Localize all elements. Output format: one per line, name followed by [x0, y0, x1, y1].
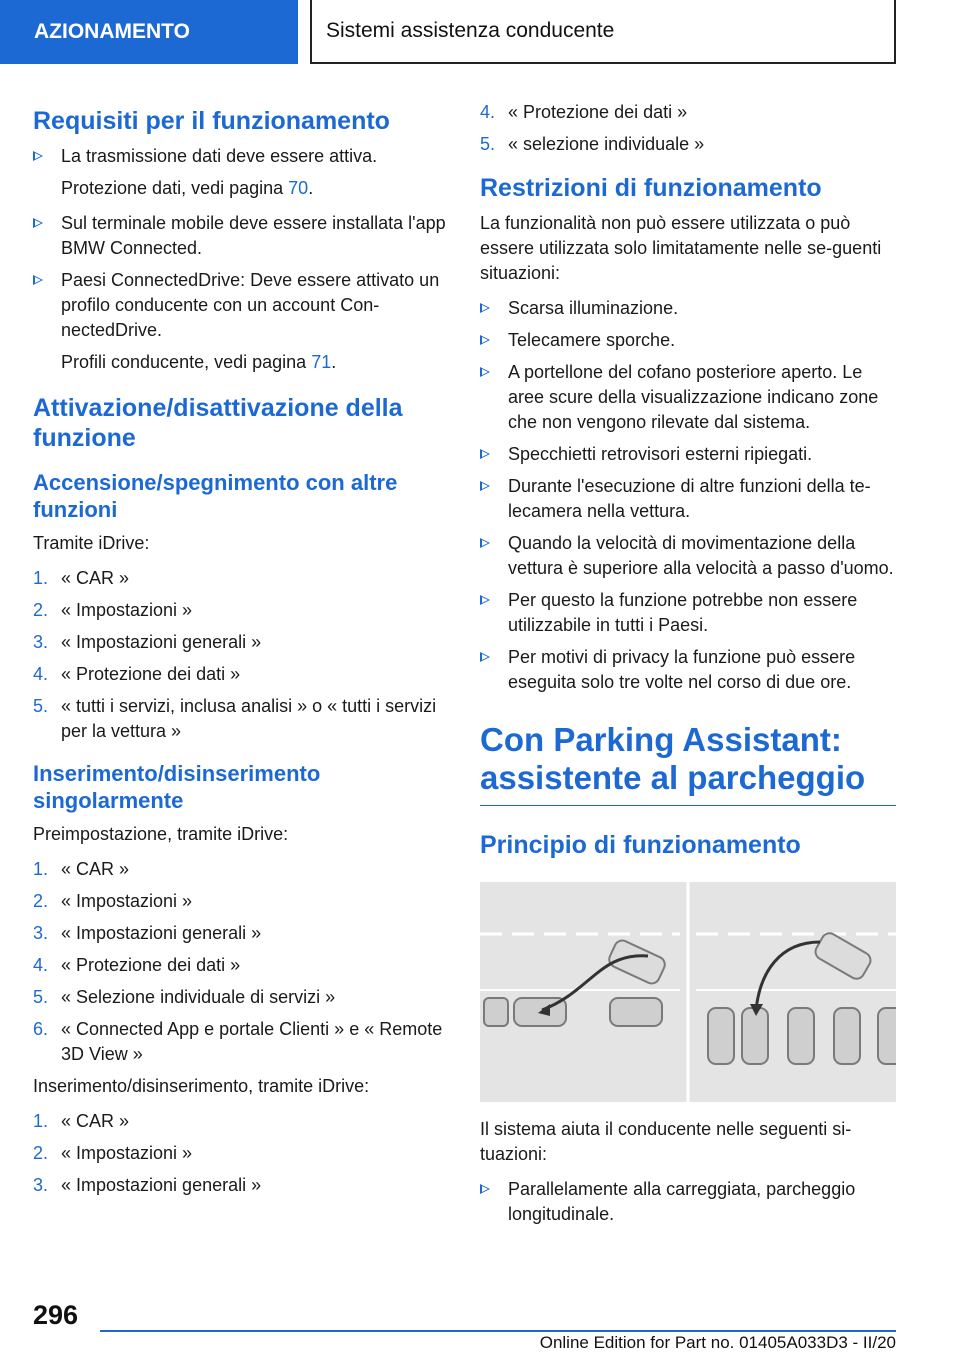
- steps-list-2: [33, 857, 449, 1067]
- list-item: La trasmissione dati deve essere attiva.: [33, 144, 449, 169]
- list-item: 3. « Impostazioni generali »: [33, 1175, 262, 1195]
- principio-text: Il sistema aiuta il conducente nelle seguenti si-tuazioni:: [480, 1119, 852, 1164]
- list-item: 5. « selezione individuale »: [480, 134, 705, 154]
- heading-inserimento: Inserimento/disinserimento singolarmente: [33, 761, 321, 813]
- restrictions-intro: La funzionalità non può essere utilizzata o può essere utilizzata solo limitatamente nelle se-guenti situazioni:: [480, 213, 882, 283]
- chapter-title: Sistemi assistenza conducente: [310, 0, 896, 64]
- parking-illustration: [480, 882, 896, 1102]
- heading-requisiti: Requisiti per il funzionamento: [33, 107, 390, 135]
- bullet-triangle-icon: [480, 335, 490, 345]
- section-tab: AZIONAMENTO: [0, 0, 298, 64]
- note: Protezione dati, vedi pagina 70.: [61, 178, 314, 198]
- intro-text: Preimpostazione, tramite iDrive:: [33, 824, 289, 844]
- bullet-triangle-icon: [480, 481, 490, 491]
- list-item: 2. « Impostazioni »: [33, 891, 193, 911]
- bullet-triangle-icon: [480, 538, 490, 548]
- list-item: 4. « Protezione dei dati »: [480, 102, 688, 122]
- list-item: 5. « Selezione individuale di servizi »: [33, 987, 336, 1007]
- intro-text: Tramite iDrive:: [33, 533, 150, 553]
- bullet-triangle-icon: [480, 449, 490, 459]
- heading-parking-assistant: Con Parking Assistant: assistente al parcheggio: [480, 721, 896, 806]
- edition-text: Online Edition for Part no. 01405A033D3 - II/20: [539, 1333, 896, 1352]
- steps-list-3-cont: [480, 100, 896, 157]
- left-column: [33, 96, 449, 1205]
- list-item: A portellone del cofano posteriore aperto. Le aree scure della visualizzazione indicano zone che non vengono rilevate dal sistema.: [480, 360, 896, 435]
- list-item: 4. « Protezione dei dati »: [33, 664, 241, 684]
- bullet-triangle-icon: [33, 218, 43, 228]
- requirements-list: [33, 144, 449, 169]
- list-item: 4. « Protezione dei dati »: [33, 955, 241, 975]
- footer-divider: [100, 1330, 896, 1332]
- heading-principio: Principio di funzionamento: [480, 831, 801, 859]
- list-item: 6. « Connected App e portale Clienti » e « Remote 3D View »: [33, 1019, 443, 1064]
- list-item: 3. « Impostazioni generali »: [33, 923, 262, 943]
- list-item: Sul terminale mobile deve essere installata l'app BMW Connected.: [33, 211, 449, 261]
- list-item: 1. « CAR »: [33, 1111, 130, 1131]
- list-item: 1. « CAR »: [33, 568, 130, 588]
- list-item: Durante l'esecuzione di altre funzioni della te-lecamera nella vettura.: [480, 474, 896, 524]
- list-item: Per questo la funzione potrebbe non essere utilizzabile in tutti i Paesi.: [480, 588, 896, 638]
- page-link[interactable]: 71: [311, 352, 332, 372]
- page-link[interactable]: 70: [288, 178, 309, 198]
- bullet-triangle-icon: [480, 595, 490, 605]
- bullet-triangle-icon: [480, 1184, 490, 1194]
- list-item: 3. « Impostazioni generali »: [33, 632, 262, 652]
- restrictions-list: [480, 296, 896, 695]
- bullet-triangle-icon: [480, 303, 490, 313]
- bullet-triangle-icon: [33, 275, 43, 285]
- list-item: Per motivi di privacy la funzione può essere eseguita solo tre volte nel corso di due ore.: [480, 645, 896, 695]
- right-column: [480, 100, 896, 1234]
- requirements-list-cont: [33, 211, 449, 343]
- list-item: Paesi ConnectedDrive: Deve essere attivato un profilo conducente con un account Con-nectedDrive.: [33, 268, 449, 343]
- intro-text: Inserimento/disinserimento, tramite iDrive:: [33, 1076, 370, 1096]
- steps-list-1: [33, 566, 449, 744]
- bullet-triangle-icon: [480, 652, 490, 662]
- heading-attivazione: Attivazione/disattivazione della funzione: [33, 394, 403, 452]
- list-item: 1. « CAR »: [33, 859, 130, 879]
- list-item: 2. « Impostazioni »: [33, 1143, 193, 1163]
- bullet-triangle-icon: [480, 367, 490, 377]
- list-item: Quando la velocità di movimentazione della vettura è superiore alla velocità a passo d'uomo.: [480, 531, 896, 581]
- note: Profili conducente, vedi pagina 71.: [61, 352, 337, 372]
- principio-list: [480, 1177, 896, 1227]
- page-number: 296: [33, 1300, 79, 1330]
- heading-restrizioni: Restrizioni di funzionamento: [480, 174, 822, 202]
- heading-accensione: Accensione/spegnimento con altre funzioni: [33, 470, 398, 522]
- list-item: Scarsa illuminazione.: [480, 296, 896, 321]
- list-item: Telecamere sporche.: [480, 328, 896, 353]
- list-item: Specchietti retrovisori esterni ripiegati.: [480, 442, 896, 467]
- steps-list-3: [33, 1109, 449, 1198]
- list-item: Parallelamente alla carreggiata, parcheggio longitudinale.: [480, 1177, 896, 1227]
- list-item: 2. « Impostazioni »: [33, 600, 193, 620]
- bullet-triangle-icon: [33, 151, 43, 161]
- list-item: 5. « tutti i servizi, inclusa analisi » o « tutti i servizi per la vettura »: [33, 696, 437, 741]
